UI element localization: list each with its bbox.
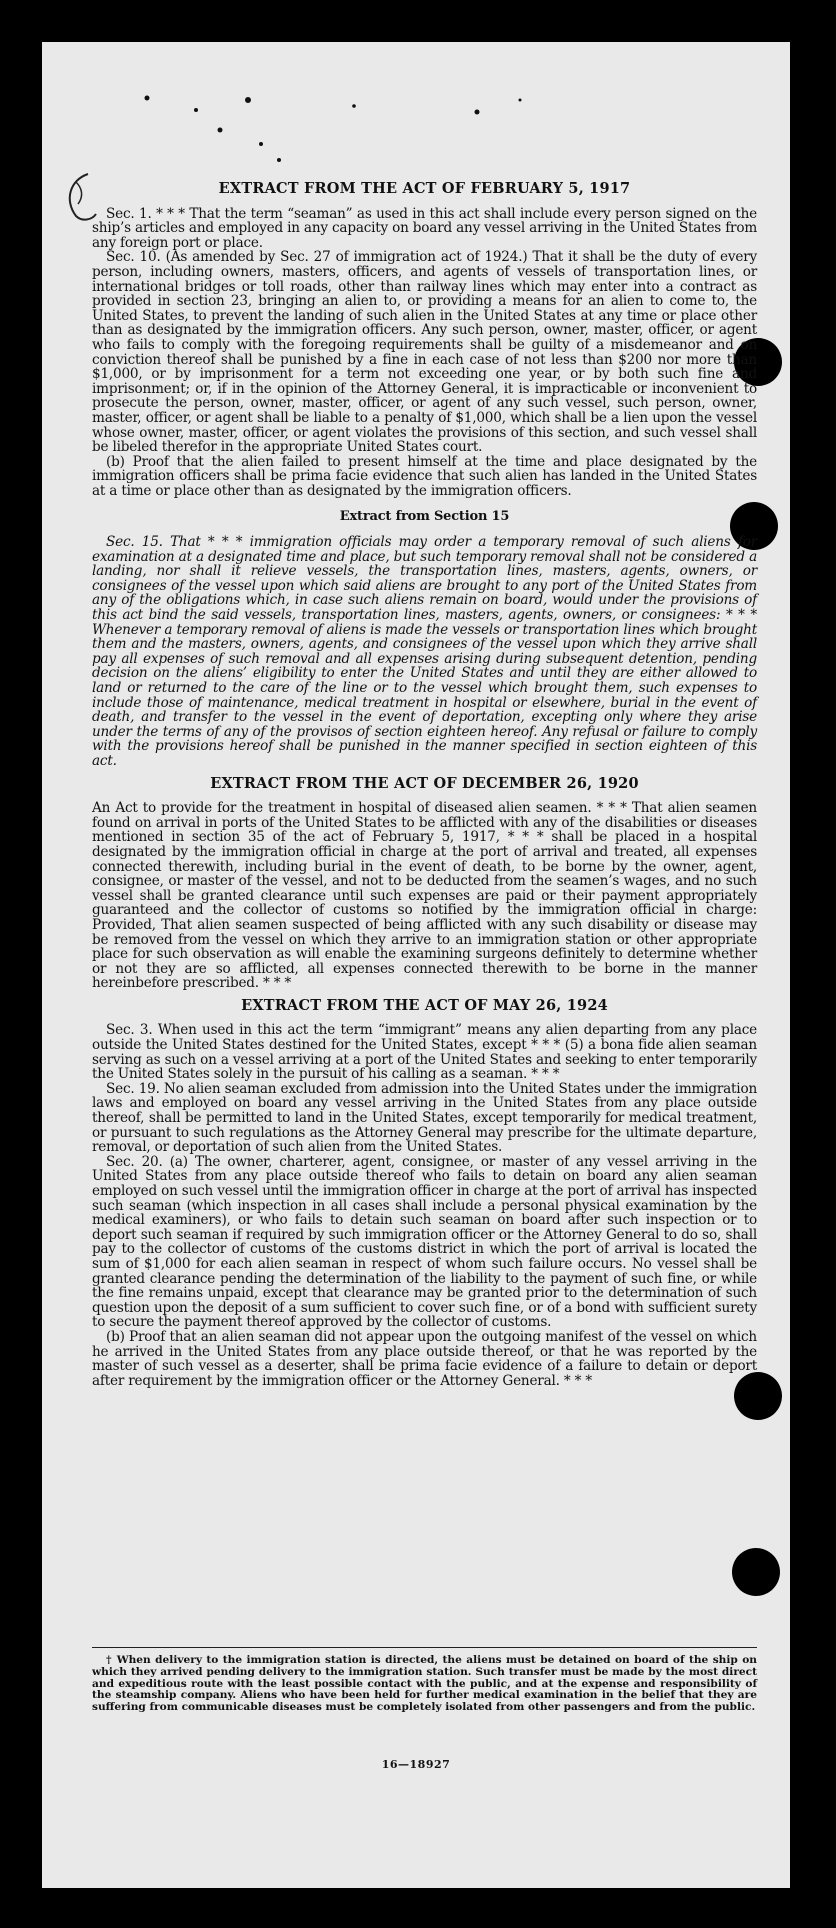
punch-hole <box>732 1548 780 1596</box>
paragraph-sec-1: Sec. 1. * * * That the term “seaman” as used in this act shall include every person signed on the ship’s articles and employed in any capacity on board any vessel arriving in the United States from any foreign port or place. <box>92 205 758 251</box>
footnote <box>92 1655 757 1714</box>
document-body <box>92 182 757 1388</box>
section-act-1920 <box>92 774 757 992</box>
paragraph-sec-10: Sec. 10. (As amended by Sec. 27 of immigration act of 1924.) That it shall be the duty of every person, including owners, masters, officers, and agents of vessels of transportation lines, or international bridges or toll roads, other than railway lines which may enter into a contract as provided in section 23, bringing an alien to, or providing a means for an alien to come to, the United States, to prevent the landing of such alien in the United States at any time or place other than as designated by the immigration officers. Any such person, owner, master, officer, or agent who fails to comply with the foregoing requirements shall be guilty of a misdemeanor and on conviction thereof shall be punished by a fine in each case of not less than $200 nor more than $1,000, or by imprisonment for a term not exceeding one year, or by both such fine and imprisonment; or, if in the opinion of the Attorney General, it is impracticable or inconvenient to prosecute the person, owner, master, officer, or agent of any such vessel, such person, owner, master, officer, or agent shall be liable to a penalty of $1,000, which shall be a lien upon the vessel whose owner, master, officer, or agent violates the provisions of this section, and such vessel shall be libeled therefor in the appropriate United States court. <box>92 249 757 456</box>
page-code: 16—18927 <box>381 1758 451 1771</box>
scan-specks <box>42 42 790 182</box>
section-heading: EXTRACT FROM THE ACT OF FEBRUARY 5, 1917 <box>218 180 631 197</box>
paragraph-act-1920: An Act to provide for the treatment in hospital of diseased alien seamen. * * * That alien seamen found on arrival in ports of the United States to be afflicted with any of the disabilities or diseases mentioned in section 35 of the act of February 5, 1917, * * * shall be placed in a hospital designated by the immigration official in charge at the port of arrival and treated, all expenses connected therewith, including burial in the event of death, to be borne by the owner, agent, consignee, or master of the vessel, and not to be deducted from the seamen’s wages, and no such vessel shall be granted clearance until such expenses are paid or their payment appropriately guaranteed and the collector of customs so notified by the immigration official in charge: Provided, That alien seamen suspected of being afflicted with any such disability or disease may be removed from the vessel on which they arrive to an immigration station or other appropriate place for such observation as will enable the examining surgeons definitely to determine whether or not they are so afflicted, all expenses connected therewith to be borne in the manner hereinbefore prescribed. * * * <box>92 800 757 992</box>
section-extract-15 <box>92 510 757 768</box>
paragraph-sec-19: Sec. 19. No alien seaman excluded from admission into the United States under the immigration laws and employed on board any vessel arriving in the United States from any place outside thereof, shall be permitted to land in the United States, except temporarily for medical treatment, or pursuant to such regulations as the Attorney General may prescribe for the ultimate departure, removal, or deportation of such alien from the United States. <box>92 1080 757 1156</box>
section-act-1924 <box>92 996 757 1389</box>
paragraph-sec-15: Sec. 15. That * * * immigration officials may order a temporary removal of such aliens for examination at a designated time and place, but such temporary removal shall not be considered a landing, nor shall it relieve vessels, the transportation lines, masters, agents, owners, or consignees of the vessel upon which said aliens are brought to any port of the United States from any of the obligations which, in case such aliens remain on board, would under the provisions of this act bind the said vessels, transportation lines, masters, agents, owners, or consignees: * * * Whenever a temporary removal of aliens is made the vessels or transportation lines which brought them and the masters, owners, agents, and consignees of the vessel upon which they arrive shall pay all expenses of such removal and all expenses arising during subsequent detention, pending decision on the aliens’ eligibility to enter the United States and until they are either allowed to land or returned to the care of the line or to the vessel which brought them, such expenses to include those of maintenance, medical treatment in hospital or elsewhere, burial in the event of death, and transfer to the vessel in the event of deportation, excepting only where they arise under the terms of any of the provisos of section eighteen hereof. Any refusal or failure to comply with the provisions hereof shall be punished in the manner specified in section eighteen of this act. <box>92 534 757 769</box>
paragraph-sec-20-b: (b) Proof that an alien seaman did not appear upon the outgoing manifest of the vessel on which he arrived in the United States from any place outside thereof, or that he was reported by the master of such vessel as a deserter, shall be prima facie evidence of a failure to detain or deport after requirement by the immigration officer or the Attorney General. * * * <box>92 1328 757 1389</box>
section-heading: EXTRACT FROM THE ACT OF MAY 26, 1924 <box>241 996 608 1014</box>
paragraph-sec-3: Sec. 3. When used in this act the term “immigrant” means any alien departing from any place outside the United States destined for the United States, except * * * (5) a bona fide alien seaman serving as such on a vessel arriving at a port of the United States and seeking to enter temporarily the United States solely in the pursuit of his calling as a seaman. * * * <box>92 1022 757 1083</box>
section-subheading: Extract from Section 15 <box>339 509 510 525</box>
section-act-1917 <box>92 182 757 498</box>
paragraph-sec-10-b: (b) Proof that the alien failed to present himself at the time and place designated by the immigration officers shall be prima facie evidence that such alien has landed in the United States at a time or place other than as designated by the immigration officers. <box>92 453 757 499</box>
section-heading: EXTRACT FROM THE ACT OF DECEMBER 26, 1920 <box>210 774 639 792</box>
document-page <box>42 42 790 1888</box>
footnote-divider <box>92 1647 757 1648</box>
footnote-text: † When delivery to the immigration station is directed, the aliens must be detained on board of the ship on which they arrived pending delivery to the immigration station. Such transfer must be made by the most direct and expeditious route with the least possible contact with the public, and at the expense and responsibility of the steamship company. Aliens who have been held for further medical examination in the belief that they are suffering from communicable diseases must be completely isolated from other passengers and from the public. <box>92 1654 757 1714</box>
paragraph-sec-20-a: Sec. 20. (a) The owner, charterer, agent, consignee, or master of any vessel arriving in the United States from any place outside thereof who fails to detain on board any alien seaman employed on such vessel until the immigration officer in charge at the port of arrival has inspected such seaman (which inspection in all cases shall include a personal physical examination by the medical examiners), or who fails to detain such seaman on board after such inspection or to deport such seaman if required by such immigration officer or the Attorney General to do so, shall pay to the collector of customs of the customs district in which the port of arrival is located the sum of $1,000 for each alien seaman in respect of whom such failure occurs. No vessel shall be granted clearance pending the determination of the liability to the payment of such fine, or while the fine remains unpaid, except that clearance may be granted prior to the determination of such question upon the deposit of a sum sufficient to cover such fine, or of a bond with sufficient surety to secure the payment thereof approved by the collector of customs. <box>92 1153 757 1331</box>
